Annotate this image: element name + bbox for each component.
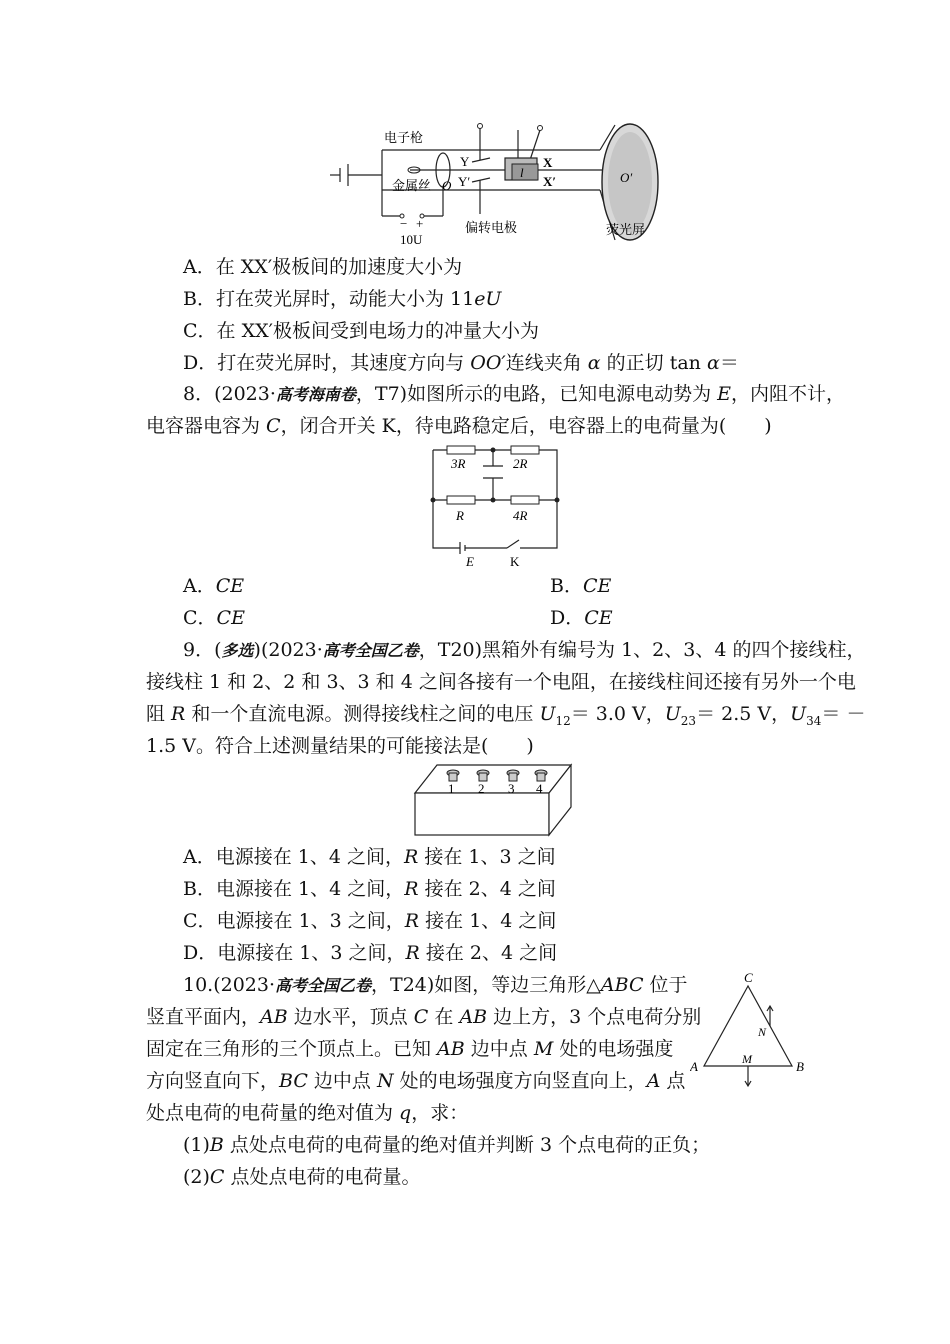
q8-option-b: B．CE: [550, 575, 612, 597]
q8-stem-line2: 电容器电容为 C，闭合开关 K，待电路稳定后，电容器上的电荷量为( ): [146, 415, 772, 437]
crt-diagram: [330, 120, 665, 250]
q9-stem-line1: 9．(多选)(2023·高考全国乙卷，T20)黑箱外有编号为 1、2、3、4 的四个接线柱，: [183, 639, 866, 661]
label-l: l: [520, 165, 524, 180]
resistor-3r-label: 3R: [451, 456, 466, 471]
label-o: O: [442, 178, 452, 193]
label-electron-gun: 电子枪: [384, 130, 424, 145]
label-minus: −: [400, 216, 408, 231]
midpoint-m-label: M: [742, 1052, 752, 1066]
q9-black-box: [413, 763, 573, 837]
label-deflection-plates: 偏转电极: [465, 220, 518, 235]
q7-option-a: A．在 XX′极板间的加速度大小为: [183, 256, 463, 278]
q7-option-b: B．打在荧光屏时，动能大小为 11eU: [183, 288, 502, 310]
vertex-b-label: B: [796, 1059, 804, 1074]
q9-option-a: A．电源接在 1、4 之间，R 接在 1、3 之间: [183, 846, 556, 868]
label-plus: +: [416, 216, 424, 231]
q10-sub-question-1: (1)B 点处点电荷的电荷量的绝对值并判断 3 个点电荷的正负；: [183, 1134, 711, 1156]
vertex-a-label: A: [690, 1059, 698, 1074]
terminal-4-label: 4: [536, 781, 543, 796]
label-x-prime: X′: [543, 174, 557, 189]
q8-circuit-diagram: [425, 440, 565, 570]
label-y-prime: Y′: [458, 174, 471, 189]
label-screen: 荧光屏: [606, 222, 646, 237]
q9-stem-line4: 1.5 V。符合上述测量结果的可能接法是( ): [146, 735, 534, 757]
q10-stem-line2: 竖直平面内，AB 边水平，顶点 C 在 AB 边上方，3 个点电荷分别: [146, 1006, 702, 1028]
q8-stem-line1: 8．(2023·高考海南卷，T7)如图所示的电路，已知电源电动势为 E，内阻不计，: [183, 383, 846, 405]
terminal-1-label: 1: [448, 781, 455, 796]
q9-option-d: D．电源接在 1、3 之间，R 接在 2、4 之间: [183, 942, 558, 964]
label-x: X: [543, 155, 553, 170]
q8-option-c: C．CE: [183, 607, 245, 629]
q10-triangle-diagram: [690, 968, 815, 1093]
q7-option-c: C．在 XX′极板间受到电场力的冲量大小为: [183, 320, 539, 342]
q8-option-a: A．CE: [183, 575, 245, 597]
q10-stem-line3: 固定在三角形的三个顶点上。已知 AB 边中点 M 处的电场强度: [146, 1038, 674, 1060]
q9-option-c: C．电源接在 1、3 之间，R 接在 1、4 之间: [183, 910, 557, 932]
label-filament: 金属丝: [392, 178, 432, 193]
battery-e-label: E: [466, 554, 474, 569]
terminal-2-label: 2: [478, 781, 485, 796]
q10-stem-line4: 方向竖直向下，BC 边中点 N 处的电场强度方向竖直向上，A 点: [146, 1070, 686, 1092]
q10-stem-line5: 处点电荷的电荷量的绝对值为 q，求：: [146, 1102, 469, 1124]
q9-stem-line2: 接线柱 1 和 2、2 和 3、3 和 4 之间各接有一个电阻，在接线柱间还接有另外一个电: [146, 671, 856, 693]
terminal-3-label: 3: [508, 781, 515, 796]
q9-stem-line3: 阻 R 和一个直流电源。测得接线柱之间的电压 $U_{12}= 3.0$ V，$U_{23}= 2.5$ V，$U_{34}=$ －: [146, 703, 866, 728]
label-y: Y: [460, 154, 470, 169]
q7-option-d: D．打在荧光屏时，其速度方向与 OO′连线夹角 α 的正切 tan α＝: [183, 352, 739, 374]
label-o-prime: O′: [620, 170, 633, 185]
resistor-2r-label: 2R: [513, 456, 528, 471]
midpoint-n-label: N: [758, 1025, 767, 1039]
resistor-4r-label: 4R: [513, 508, 528, 523]
switch-k-label: K: [510, 554, 520, 569]
vertex-c-label: C: [744, 970, 753, 985]
label-voltage: 10U: [400, 232, 423, 247]
q9-option-b: B．电源接在 1、4 之间，R 接在 2、4 之间: [183, 878, 556, 900]
q10-sub-question-2: (2)C 点处点电荷的电荷量。: [183, 1166, 421, 1188]
q8-option-d: D．CE: [550, 607, 613, 629]
resistor-r-label: R: [456, 508, 464, 523]
q10-stem-line1: 10.(2023·高考全国乙卷，T24)如图，等边三角形△ABC 位于: [183, 974, 688, 996]
